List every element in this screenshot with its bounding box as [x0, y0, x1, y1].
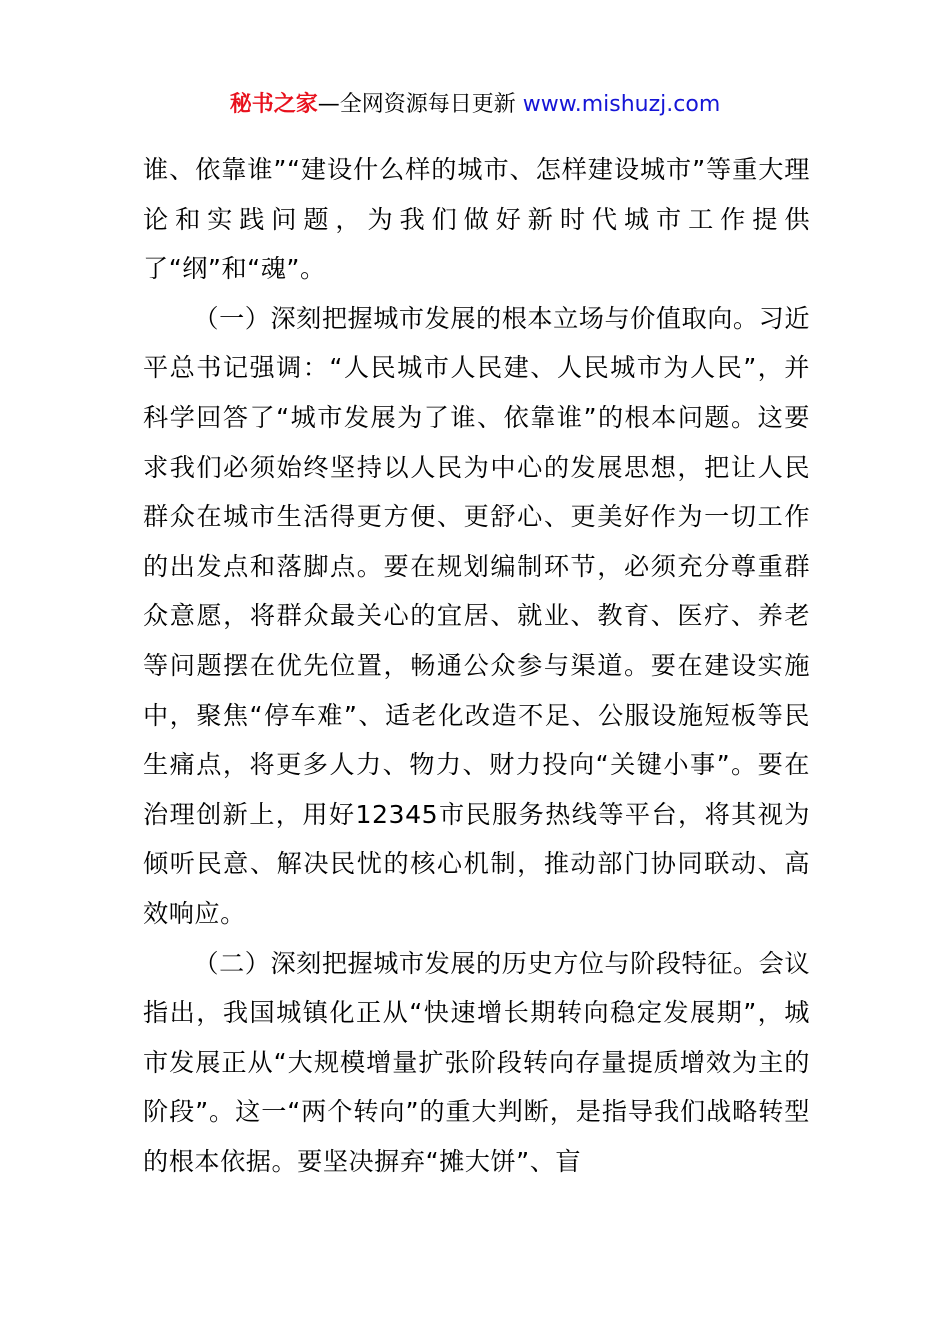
header-tagline: —全网资源每日更新: [317, 92, 523, 117]
document-body: [143, 145, 810, 1186]
paragraph-continuation: 谁、依靠谁”“建设什么样的城市、怎样建设城市”等重大理论和实践问题，为我们做好新时代城市工作提供了“纲”和“魂”。: [143, 155, 810, 284]
paragraph-section-two: （二）深刻把握城市发展的历史方位与阶段特征。会议指出，我国城镇化正从“快速增长期转向稳定发展期”，城市发展正从“大规模增量扩张阶段转向存量提质增效为主的阶段”。这一“两个转向”的重大判断，是指导我们战略转型的根本依据。要坚决摒弃“摊大饼”、盲: [143, 948, 810, 1176]
page-header: [0, 88, 950, 122]
header-url-link[interactable]: www.mishuzj.com: [522, 92, 721, 117]
header-brand: 秘书之家: [229, 92, 318, 117]
paragraph-section-one: （一）深刻把握城市发展的根本立场与价值取向。习近平总书记强调：“人民城市人民建、人民城市为人民”，并科学回答了“城市发展为了谁、依靠谁”的根本问题。这要求我们必须始终坚持以人民为中心的发展思想，把让人民群众在城市生活得更方便、更舒心、更美好作为一切工作的出发点和落脚点。要在规划编制环节，必须充分尊重群众意愿，将群众最关心的宜居、就业、教育、医疗、养老等问题摆在优先位置，畅通公众参与渠道。要在建设实施中，聚焦“停车难”、适老化改造不足、公服设施短板等民生痛点，将更多人力、物力、财力投向“关键小事”。要在治理创新上，用好12345市民服务热线等平台，将其视为倾听民意、解决民忧的核心机制，推动部门协同联动、高效响应。: [143, 303, 810, 928]
